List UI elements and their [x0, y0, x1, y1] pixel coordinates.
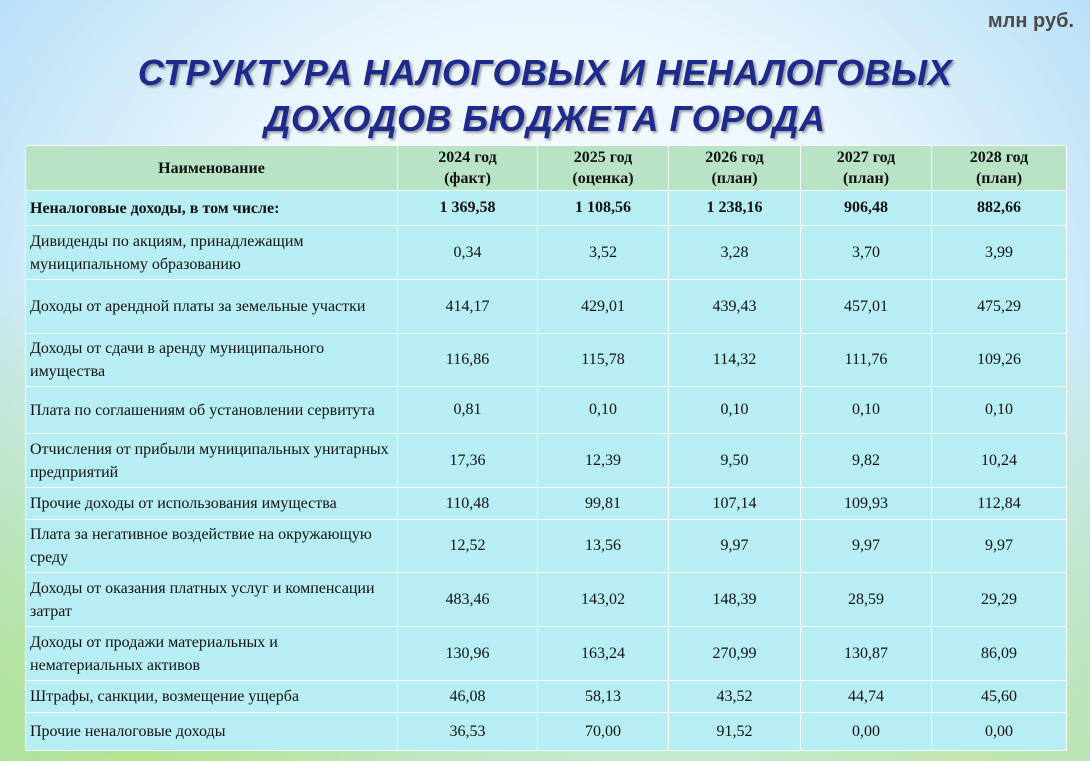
value-cell-2024: 110,48 [398, 488, 538, 520]
value-cell-2027: 457,01 [801, 280, 932, 334]
value-cell-2027: 3,70 [801, 226, 932, 280]
value-cell-2026: 0,10 [669, 387, 801, 434]
value-cell-2028: 3,99 [932, 226, 1067, 280]
value-cell-2025: 115,78 [538, 334, 669, 387]
value-cell-2024: 36,53 [398, 713, 538, 751]
row-name: Доходы от оказания платных услуг и компенсации затрат [26, 573, 398, 627]
value-cell-2024: 116,86 [398, 334, 538, 387]
table-row [26, 387, 1067, 434]
value-cell-2024: 414,17 [398, 280, 538, 334]
value-cell-2024: 0,34 [398, 226, 538, 280]
value-cell-2025: 99,81 [538, 488, 669, 520]
value-cell-2024: 12,52 [398, 520, 538, 573]
header-name: Наименование [26, 146, 398, 191]
row-name: Прочие доходы от использования имущества [26, 488, 398, 520]
row-name: Доходы от сдачи в аренду муниципального имущества [26, 334, 398, 387]
value-cell-2025: 143,02 [538, 573, 669, 627]
row-name: Плата по соглашениям об установлении сервитута [26, 387, 398, 434]
value-cell-2024: 483,46 [398, 573, 538, 627]
value-cell-2027: 28,59 [801, 573, 932, 627]
table-header-row [26, 146, 1067, 191]
table-row [26, 627, 1067, 681]
value-cell-2026: 91,52 [669, 713, 801, 751]
table-row [26, 713, 1067, 751]
value-cell-2026: 3,28 [669, 226, 801, 280]
value-cell-2027: 0,10 [801, 387, 932, 434]
row-name: Доходы от арендной платы за земельные участки [26, 280, 398, 334]
table-row [26, 434, 1067, 488]
value-cell-2024: 1 369,58 [398, 191, 538, 226]
row-name: Прочие неналоговые доходы [26, 713, 398, 751]
value-cell-2026: 148,39 [669, 573, 801, 627]
row-name: Дивиденды по акциям, принадлежащим муниципальному образованию [26, 226, 398, 280]
value-cell-2026: 114,32 [669, 334, 801, 387]
value-cell-2025: 70,00 [538, 713, 669, 751]
value-cell-2027: 0,00 [801, 713, 932, 751]
value-cell-2026: 1 238,16 [669, 191, 801, 226]
value-cell-2025: 429,01 [538, 280, 669, 334]
value-cell-2028: 109,26 [932, 334, 1067, 387]
value-cell-2027: 109,93 [801, 488, 932, 520]
value-cell-2028: 10,24 [932, 434, 1067, 488]
value-cell-2028: 86,09 [932, 627, 1067, 681]
row-name: Штрафы, санкции, возмещение ущерба [26, 681, 398, 713]
header-2026: 2026 год (план) [669, 146, 801, 191]
value-cell-2024: 130,96 [398, 627, 538, 681]
row-name: Плата за негативное воздействие на окружающую среду [26, 520, 398, 573]
value-cell-2025: 1 108,56 [538, 191, 669, 226]
table-row [26, 681, 1067, 713]
value-cell-2027: 44,74 [801, 681, 932, 713]
value-cell-2026: 107,14 [669, 488, 801, 520]
table-row [26, 226, 1067, 280]
value-cell-2025: 163,24 [538, 627, 669, 681]
table-row-total [26, 191, 1067, 226]
page-title-line-1: СТРУКТУРА НАЛОГОВЫХ И НЕНАЛОГОВЫХ [137, 52, 953, 93]
table-row [26, 520, 1067, 573]
value-cell-2025: 58,13 [538, 681, 669, 713]
value-cell-2025: 13,56 [538, 520, 669, 573]
header-2028: 2028 год (план) [932, 146, 1067, 191]
value-cell-2028: 112,84 [932, 488, 1067, 520]
unit-label: млн руб. [987, 10, 1074, 32]
value-cell-2026: 9,97 [669, 520, 801, 573]
header-2025: 2025 год (оценка) [538, 146, 669, 191]
page-title [0, 50, 1090, 142]
revenue-table [25, 145, 1067, 751]
value-cell-2025: 12,39 [538, 434, 669, 488]
header-2024: 2024 год (факт) [398, 146, 538, 191]
page-title-line-2: ДОХОДОВ БЮДЖЕТА ГОРОДА [264, 98, 826, 139]
table-row [26, 280, 1067, 334]
value-cell-2024: 46,08 [398, 681, 538, 713]
value-cell-2027: 111,76 [801, 334, 932, 387]
table-row [26, 334, 1067, 387]
value-cell-2028: 0,00 [932, 713, 1067, 751]
value-cell-2024: 0,81 [398, 387, 538, 434]
value-cell-2028: 45,60 [932, 681, 1067, 713]
value-cell-2027: 9,82 [801, 434, 932, 488]
value-cell-2028: 9,97 [932, 520, 1067, 573]
row-name: Неналоговые доходы, в том числе: [26, 191, 398, 226]
value-cell-2026: 270,99 [669, 627, 801, 681]
row-name: Отчисления от прибыли муниципальных унитарных предприятий [26, 434, 398, 488]
value-cell-2026: 9,50 [669, 434, 801, 488]
value-cell-2027: 9,97 [801, 520, 932, 573]
header-2027: 2027 год (план) [801, 146, 932, 191]
value-cell-2028: 882,66 [932, 191, 1067, 226]
value-cell-2026: 43,52 [669, 681, 801, 713]
value-cell-2028: 29,29 [932, 573, 1067, 627]
value-cell-2027: 130,87 [801, 627, 932, 681]
value-cell-2025: 0,10 [538, 387, 669, 434]
value-cell-2028: 475,29 [932, 280, 1067, 334]
table-row [26, 488, 1067, 520]
value-cell-2027: 906,48 [801, 191, 932, 226]
table-row [26, 573, 1067, 627]
value-cell-2028: 0,10 [932, 387, 1067, 434]
value-cell-2025: 3,52 [538, 226, 669, 280]
value-cell-2026: 439,43 [669, 280, 801, 334]
value-cell-2024: 17,36 [398, 434, 538, 488]
row-name: Доходы от продажи материальных и нематериальных активов [26, 627, 398, 681]
